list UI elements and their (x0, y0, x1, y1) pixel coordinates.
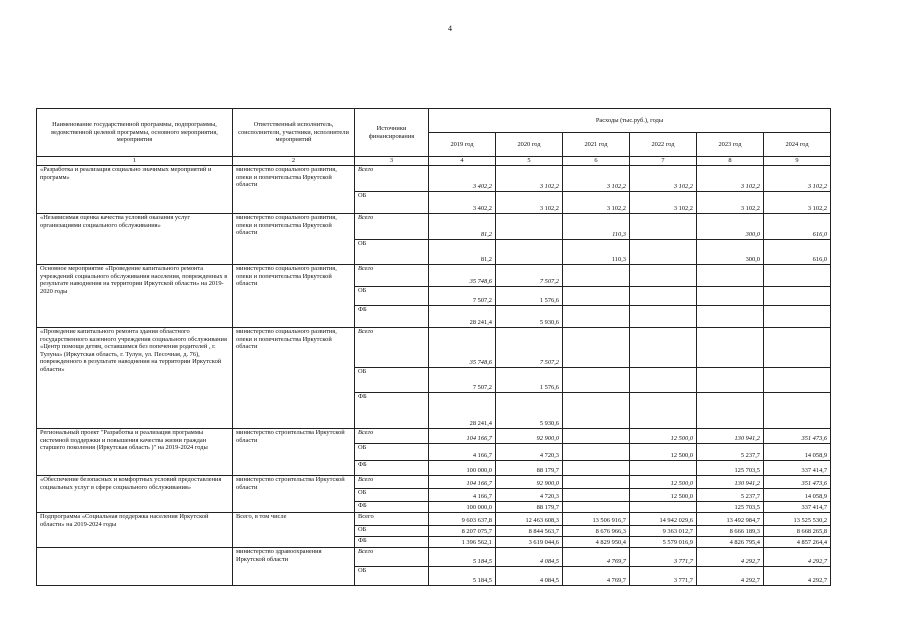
expense-value (630, 461, 697, 476)
expense-value: 7 507,2 (496, 328, 563, 368)
expense-value: 337 414,7 (764, 461, 831, 476)
table-row (37, 476, 831, 489)
expense-value: 4 166,7 (429, 489, 496, 502)
expense-value (563, 328, 630, 368)
expense-value: 1 576,6 (496, 287, 563, 306)
funding-source: Всего (355, 265, 429, 287)
expense-value: 4 084,5 (496, 548, 563, 567)
funding-source: ОБ (355, 444, 429, 461)
expense-value (496, 214, 563, 240)
expense-value: 4 720,3 (496, 489, 563, 502)
expense-value (630, 265, 697, 287)
column-index: 5 (496, 157, 563, 166)
expense-value: 4 292,7 (764, 567, 831, 586)
expense-value: 616,0 (764, 240, 831, 265)
expense-value (563, 444, 630, 461)
expense-value: 4 166,7 (429, 444, 496, 461)
expense-value (764, 393, 831, 429)
funding-source: ОБ (355, 240, 429, 265)
row-name: «Независимая оценка качества условий оказания услуг организациями социального обслуживания» (37, 214, 233, 265)
expense-value (630, 306, 697, 328)
expense-value (764, 287, 831, 306)
expense-value: 14 942 029,6 (630, 513, 697, 526)
header-year: 2024 год (764, 133, 831, 157)
column-index: 1 (37, 157, 233, 166)
funding-source: ФБ (355, 393, 429, 429)
header-year: 2023 год (697, 133, 764, 157)
expense-value (697, 393, 764, 429)
funding-source: ФБ (355, 537, 429, 548)
expense-value: 4 829 950,4 (563, 537, 630, 548)
expense-value (697, 287, 764, 306)
expense-value: 3 771,7 (630, 567, 697, 586)
budget-table (36, 108, 831, 586)
expense-value: 3 102,2 (630, 166, 697, 192)
expense-value: 3 102,2 (764, 192, 831, 214)
expense-value: 5 237,7 (697, 489, 764, 502)
expense-value: 1 576,6 (496, 368, 563, 393)
expense-value: 12 500,0 (630, 489, 697, 502)
header-expenses: Расходы (тыс.руб.), годы (429, 109, 831, 133)
expense-value (764, 306, 831, 328)
header-year: 2019 год (429, 133, 496, 157)
expense-value: 130 941,2 (697, 476, 764, 489)
column-index: 2 (233, 157, 355, 166)
expense-value: 12 500,0 (630, 476, 697, 489)
expense-value: 12 500,0 (630, 444, 697, 461)
expense-value: 4 857 264,4 (764, 537, 831, 548)
table-row (37, 265, 831, 287)
expense-value: 35 748,6 (429, 265, 496, 287)
expense-value (630, 240, 697, 265)
table-row (37, 513, 831, 526)
expense-value: 5 930,6 (496, 393, 563, 429)
funding-source: ФБ (355, 502, 429, 513)
row-name: Подпрограмма «Социальная поддержка населения Иркутской области» на 2019-2024 годы (37, 513, 233, 548)
table-row (37, 429, 831, 444)
expense-value: 8 666 189,3 (697, 526, 764, 537)
expense-value: 13 492 984,7 (697, 513, 764, 526)
expense-value (630, 368, 697, 393)
expense-value: 5 930,6 (496, 306, 563, 328)
expense-value: 3 771,7 (630, 548, 697, 567)
expense-value (563, 265, 630, 287)
expense-value: 28 241,4 (429, 306, 496, 328)
expense-value: 7 507,2 (429, 368, 496, 393)
expense-value: 4 084,5 (496, 567, 563, 586)
expense-value: 8 676 966,3 (563, 526, 630, 537)
expense-value: 7 507,2 (429, 287, 496, 306)
expense-value: 3 102,2 (563, 192, 630, 214)
row-executor: министерство строительства Иркутской области (233, 429, 355, 476)
expense-value (563, 393, 630, 429)
row-executor: министерство социального развития, опеки и попечительства Иркутской области (233, 166, 355, 214)
funding-source: Всего (355, 476, 429, 489)
header-executor: Ответственный исполнитель, соисполнители, участники, исполнители мероприятий (233, 109, 355, 157)
expense-value: 8 844 563,7 (496, 526, 563, 537)
expense-value: 125 703,5 (697, 502, 764, 513)
row-name: Основное мероприятие «Проведение капитального ремонта учреждений социального обслуживания населения, поврежденных в результате наводнения на территории Иркутской области» на 2019-2020 годы (37, 265, 233, 328)
row-executor: министерство здравоохранения Иркутской области (233, 548, 355, 586)
expense-value (630, 393, 697, 429)
expense-value: 88 179,7 (496, 502, 563, 513)
expense-value: 100 000,0 (429, 502, 496, 513)
column-index: 8 (697, 157, 764, 166)
expense-value: 351 473,6 (764, 476, 831, 489)
expense-value: 5 184,5 (429, 567, 496, 586)
expense-value: 88 179,7 (496, 461, 563, 476)
expense-value: 28 241,4 (429, 393, 496, 429)
expense-value: 4 826 795,4 (697, 537, 764, 548)
expense-value: 4 292,7 (764, 548, 831, 567)
header-year: 2022 год (630, 133, 697, 157)
expense-value (563, 287, 630, 306)
column-index: 3 (355, 157, 429, 166)
expense-value: 616,0 (764, 214, 831, 240)
expense-value (563, 476, 630, 489)
expense-value: 9 603 637,8 (429, 513, 496, 526)
column-index: 7 (630, 157, 697, 166)
expense-value: 3 102,2 (630, 192, 697, 214)
expense-value: 125 703,5 (697, 461, 764, 476)
row-name: Региональный проект "Разработка и реализация программы системной поддержки и повышения качества жизни граждан старшего поколения (Иркутская область )" на 2019-2024 годы (37, 429, 233, 476)
funding-source: Всего (355, 328, 429, 368)
expense-value: 3 102,2 (697, 192, 764, 214)
expense-value: 3 102,2 (697, 166, 764, 192)
expense-value: 4 769,7 (563, 548, 630, 567)
expense-value: 130 941,2 (697, 429, 764, 444)
expense-value: 300,0 (697, 214, 764, 240)
funding-source: ОБ (355, 489, 429, 502)
expense-value: 110,3 (563, 240, 630, 265)
expense-value: 3 102,2 (496, 192, 563, 214)
column-index: 6 (563, 157, 630, 166)
expense-value: 14 058,9 (764, 444, 831, 461)
expense-value (764, 368, 831, 393)
expense-value: 81,2 (429, 240, 496, 265)
header-name: Наименование государственной программы, подпрограммы, ведомственной целевой программы, основного мероприятия, мероприятия (37, 109, 233, 157)
expense-value: 4 292,7 (697, 548, 764, 567)
expense-value (630, 287, 697, 306)
expense-value (764, 265, 831, 287)
expense-value: 7 507,2 (496, 265, 563, 287)
expense-value: 4 720,3 (496, 444, 563, 461)
expense-value: 100 000,0 (429, 461, 496, 476)
expense-value: 3 102,2 (496, 166, 563, 192)
header-year: 2021 год (563, 133, 630, 157)
funding-source: ОБ (355, 192, 429, 214)
row-name: «Проведение капитального ремонта здания областного государственного казенного учреждения социального обслуживания «Центр помощи детям, оставшимся без попечения родителей , г. Тулуна» (Иркутская область, г. Тулун, ул. Песочная, д. 76), поврежденного в результате наводнения на территории Иркутской области» (37, 328, 233, 429)
funding-source: Всего (355, 166, 429, 192)
row-name: «Разработка и реализация социально значимых мероприятий и программ» (37, 166, 233, 214)
funding-source: Всего (355, 429, 429, 444)
row-name: «Обеспечение безопасных и комфортных условий предоставления социальных услуг в сфере социального обслуживания» (37, 476, 233, 513)
row-name (37, 548, 233, 586)
expense-value (563, 489, 630, 502)
expense-value: 13 506 916,7 (563, 513, 630, 526)
header-year: 2020 год (496, 133, 563, 157)
funding-source: ФБ (355, 306, 429, 328)
expense-value: 1 396 562,1 (429, 537, 496, 548)
expense-value: 104 166,7 (429, 429, 496, 444)
expense-value (630, 214, 697, 240)
page-number: 4 (448, 24, 452, 33)
expense-value: 5 237,7 (697, 444, 764, 461)
funding-source: Всего (355, 513, 429, 526)
expense-value (496, 240, 563, 265)
expense-value (563, 306, 630, 328)
expense-value: 3 402,2 (429, 192, 496, 214)
expense-value (563, 461, 630, 476)
funding-source: ФБ (355, 461, 429, 476)
expense-value: 8 207 075,7 (429, 526, 496, 537)
expense-value: 104 166,7 (429, 476, 496, 489)
expense-value: 13 525 530,2 (764, 513, 831, 526)
row-executor: министерство социального развития, опеки и попечительства Иркутской области (233, 214, 355, 265)
funding-source: ОБ (355, 368, 429, 393)
expense-value (630, 328, 697, 368)
expense-value: 110,3 (563, 214, 630, 240)
table-row (37, 214, 831, 240)
expense-value: 300,0 (697, 240, 764, 265)
expense-value (697, 306, 764, 328)
funding-source: ОБ (355, 287, 429, 306)
expense-value: 351 473,6 (764, 429, 831, 444)
expense-value: 12 463 608,3 (496, 513, 563, 526)
row-executor: министерство строительства Иркутской области (233, 476, 355, 513)
expense-value: 5 579 016,9 (630, 537, 697, 548)
expense-value: 81,2 (429, 214, 496, 240)
expense-value: 12 500,0 (630, 429, 697, 444)
column-index: 4 (429, 157, 496, 166)
expense-value (563, 429, 630, 444)
expense-value: 35 748,6 (429, 328, 496, 368)
expense-value: 3 619 044,6 (496, 537, 563, 548)
funding-source: Всего (355, 548, 429, 567)
expense-value: 3 102,2 (764, 166, 831, 192)
funding-source: ОБ (355, 526, 429, 537)
expense-value: 4 769,7 (563, 567, 630, 586)
funding-source: Всего (355, 214, 429, 240)
expense-value: 3 402,2 (429, 166, 496, 192)
expense-value (764, 328, 831, 368)
expense-value: 92 900,0 (496, 476, 563, 489)
expense-value: 5 184,5 (429, 548, 496, 567)
row-executor: Всего, в том числе (233, 513, 355, 548)
table-row (37, 328, 831, 368)
expense-value: 4 292,7 (697, 567, 764, 586)
table-row (37, 548, 831, 567)
row-executor: министерство социального развития, опеки и попечительства Иркутской области (233, 265, 355, 328)
funding-source: ОБ (355, 567, 429, 586)
expense-value: 14 058,9 (764, 489, 831, 502)
row-executor: министерство социального развития, опеки и попечительства Иркутской области (233, 328, 355, 429)
expense-value: 92 900,0 (496, 429, 563, 444)
expense-value (563, 502, 630, 513)
expense-value: 8 668 265,8 (764, 526, 831, 537)
expense-value (563, 368, 630, 393)
header-source: Источники финансирования (355, 109, 429, 157)
expense-value: 3 102,2 (563, 166, 630, 192)
expense-value: 337 414,7 (764, 502, 831, 513)
table-row (37, 166, 831, 192)
expense-value (697, 368, 764, 393)
expense-value (697, 265, 764, 287)
expense-value (697, 328, 764, 368)
expense-value: 9 363 012,7 (630, 526, 697, 537)
expense-value (630, 502, 697, 513)
column-index: 9 (764, 157, 831, 166)
